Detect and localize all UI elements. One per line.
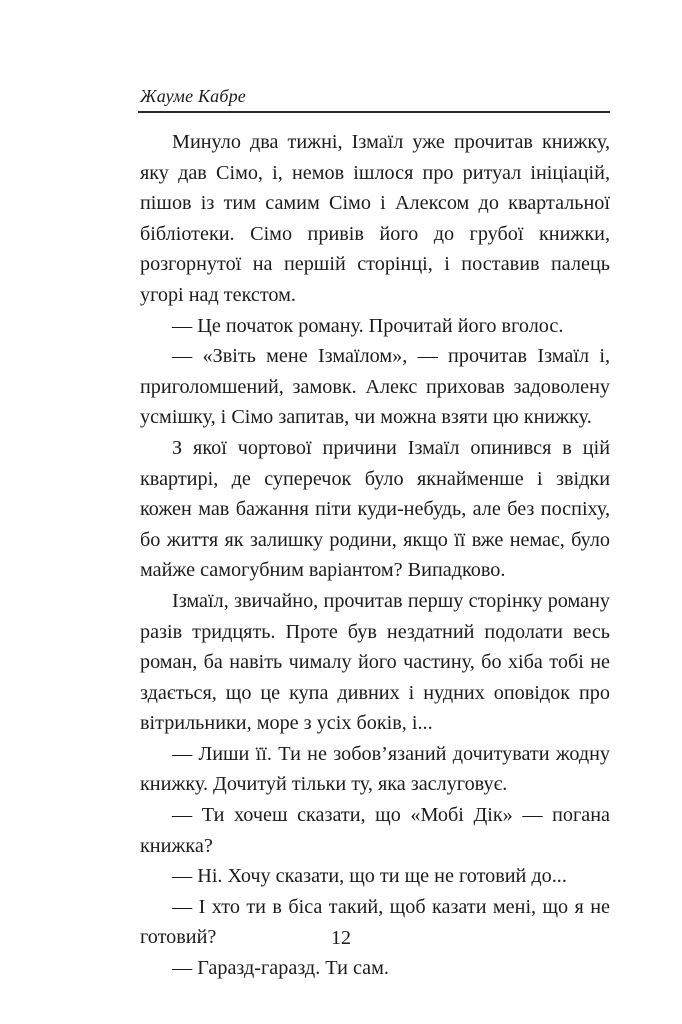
page-number: 12	[331, 927, 351, 949]
paragraph: — Гаразд-гаразд. Ти сам.	[172, 957, 389, 980]
running-header-author: Жауме Кабре	[140, 86, 246, 106]
header-divider	[138, 111, 610, 113]
paragraph: — Це початок роману. Прочитай його вголос.	[172, 314, 564, 337]
paragraph: З якої чортової причини Ізмаїл опинився в цій квартирі, де суперечок було якнайменше і звідки кожен мав бажання піти куди-небудь, але без поспіху, бо життя як залишку родини, якщо її вже немає, було майже самогубним варіантом? Випадково.	[140, 436, 610, 582]
page-body	[140, 127, 610, 984]
paragraph: — Ти хочеш сказати, що «Мобі Дік» — погана книжка?	[140, 804, 610, 857]
paragraph: — І хто ти в біса такий, щоб казати мені, що я не готовий?	[140, 895, 610, 949]
paragraph: Ізмаїл, звичайно, прочитав першу сторінку роману разів тридцять. Проте був нездатний подолати весь роман, ба навіть чималу його частину, бо хіба тобі не здається, що це купа дивних і нудних оповідок про вітрильники, море з усіх боків, і...	[140, 589, 610, 735]
paragraph: Минуло два тижні, Ізмаїл уже прочитав книжку, яку дав Сімо, і, немов ішлося про ритуал ініціацій, пішов із тим самим Сімо і Алексом до квартальної бібліотеки. Сімо привів його до грубої книжки, розгорнутої на першій сторінці, і поставив палець угорі над текстом.	[140, 131, 610, 306]
paragraph: — Ні. Хочу сказати, що ти ще не готовий до...	[172, 865, 567, 888]
paragraph: — Лиши її. Ти не зобов’язаний дочитувати жодну книжку. Дочитуй тільки ту, яка заслуговує.	[140, 742, 610, 796]
paragraph: — «Звіть мене Ізмаїлом», — прочитав Ізмаїл і, приголомшений, замовк. Алекс приховав задоволену усмішку, і Сімо запитав, чи можна взяти цю книжку.	[140, 345, 610, 429]
